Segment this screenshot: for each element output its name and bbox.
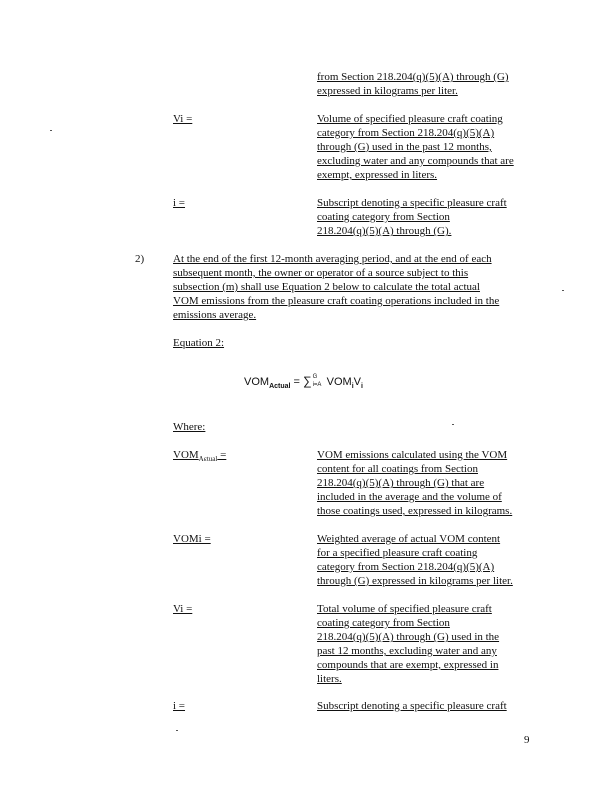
def-vi-1-line-1: Volume of specified pleasure craft coating (317, 113, 503, 125)
term-i-2: i = (173, 700, 186, 712)
def-vi-2-line-2: coating category from Section (317, 617, 450, 629)
def-vi-2-line-1: Total volume of specified pleasure craft (317, 603, 492, 615)
def-vomi-line-1: Weighted average of actual VOM content (317, 533, 501, 545)
term-vom-actual (173, 448, 226, 466)
sum-upper: G (312, 374, 318, 380)
scan-speck (452, 424, 454, 425)
para2-line-3: subsection (m) shall use Equation 2 below to calculate the total actual (173, 281, 480, 293)
eq-lhs: VOM (244, 376, 270, 388)
def-i-1-line-3: 218.204(q)(5)(A) through (G). (317, 225, 452, 237)
def-vi-2-line-3: 218.204(q)(5)(A) through (G) used in the (317, 631, 500, 643)
scan-speck (50, 130, 52, 131)
term-vom-actual-main: VOM (173, 449, 199, 461)
def-vi-2-line-4: past 12 months, excluding water and any (317, 645, 497, 657)
para2-line-1: At the end of the first 12-month averaging period, and at the end of each (173, 253, 492, 265)
def-vom-actual-line-5: those coatings used, expressed in kilograms. (317, 505, 513, 517)
eq-rhs-b: V (353, 376, 362, 388)
term-vi-2: Vi = (173, 603, 193, 615)
def-vi-1-line-2: category from Section 218.204(q)(5)(A) (317, 127, 495, 139)
equation-label: Equation 2: (173, 337, 225, 349)
def-vomi-line-4: through (G) expressed in kilograms per liter. (317, 575, 513, 587)
def-vomi-line-3: category from Section 218.204(q)(5)(A) (317, 561, 495, 573)
def-vom-actual-line-1: VOM emissions calculated using the VOM (317, 449, 508, 461)
def-vi-1-line-4: excluding water and any compounds that are (317, 155, 514, 167)
scan-speck (176, 730, 178, 731)
sum-symbol: ∑ (303, 374, 312, 388)
term-vom-actual-eq: = (217, 449, 227, 461)
term-vomi: VOMi = (173, 533, 211, 545)
sum-lower: i=A (312, 382, 322, 388)
term-i-1: i = (173, 197, 186, 209)
top-def-line-2: expressed in kilograms per liter. (317, 85, 458, 97)
para2-line-4: VOM emissions from the pleasure craft coating operations included in the (173, 295, 500, 307)
top-def-line-1: from Section 218.204(q)(5)(A) through (G) (317, 71, 509, 83)
def-vomi-line-2: for a specified pleasure craft coating (317, 547, 478, 559)
where-label: Where: (173, 421, 206, 433)
term-vi-1: Vi = (173, 113, 193, 125)
eq-rhs-a-sub: i (351, 383, 354, 391)
def-i-1-line-1: Subscript denoting a specific pleasure craft (317, 197, 507, 209)
eq-lhs-sub: Actual (269, 383, 291, 391)
page-number: 9 (524, 734, 530, 746)
def-i-2-line-1: Subscript denoting a specific pleasure craft (317, 700, 507, 712)
def-i-1-line-2: coating category from Section (317, 211, 450, 223)
eq-rhs-a: VOM (326, 376, 352, 388)
term-vom-actual-sub: Actual (198, 455, 218, 464)
def-vom-actual-line-3: 218.204(q)(5)(A) through (G) that are (317, 477, 485, 489)
equation-2 (244, 374, 363, 390)
def-vi-2-line-5: compounds that are exempt, expressed in (317, 659, 499, 671)
def-vom-actual-line-2: content for all coatings from Section (317, 463, 478, 475)
def-vi-1-line-3: through (G) used in the past 12 months, (317, 141, 492, 153)
para2-line-2: subsequent month, the owner or operator of a source subject to this (173, 267, 469, 279)
def-vom-actual-line-4: included in the average and the volume of (317, 491, 502, 503)
def-vi-1-line-5: exempt, expressed in liters. (317, 169, 438, 181)
para-number: 2) (135, 253, 145, 265)
scan-speck (562, 290, 564, 291)
eq-rhs-b-sub: i (361, 383, 363, 391)
def-vi-2-line-6: liters. (317, 673, 342, 685)
sum-limits (312, 374, 324, 388)
eq-equals: = (293, 376, 300, 388)
para2-line-5: emissions average. (173, 309, 257, 321)
